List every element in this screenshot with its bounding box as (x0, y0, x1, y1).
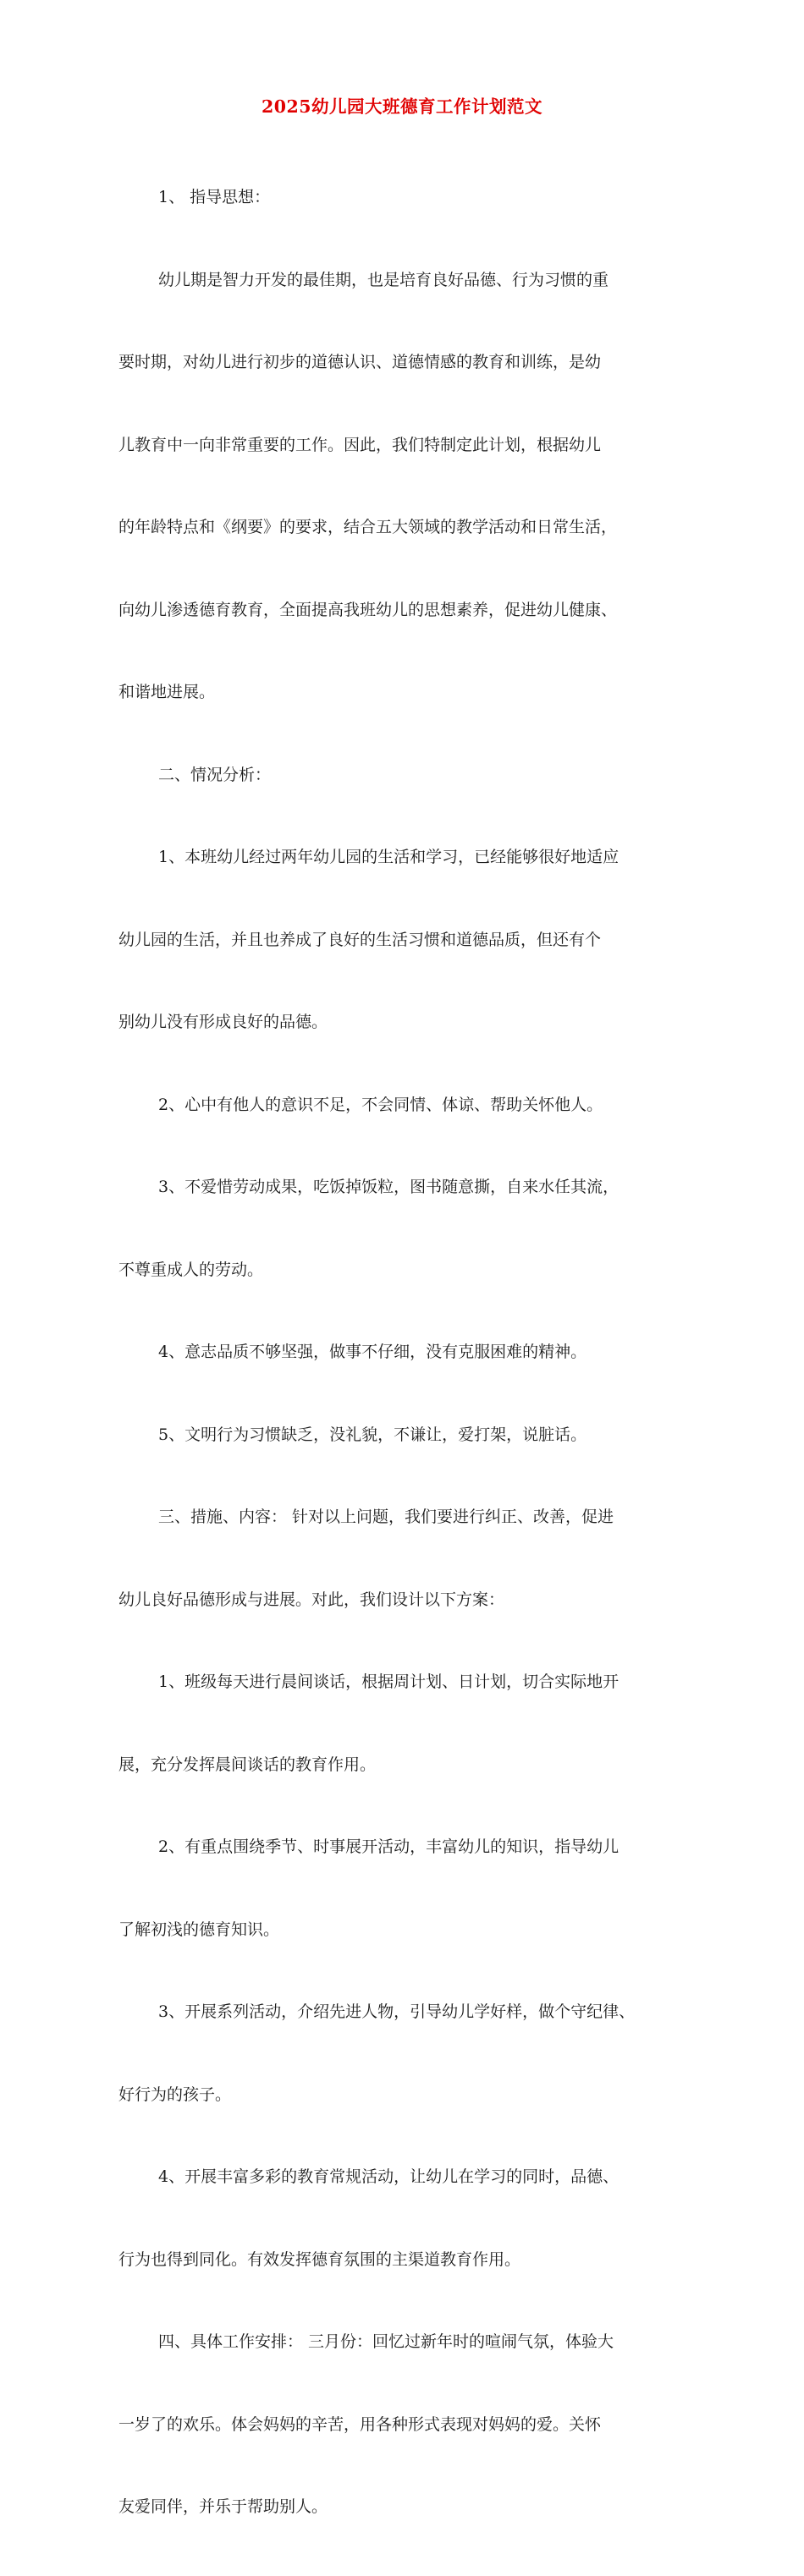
paragraph-line: 不尊重成人的劳动。 (118, 1260, 264, 1279)
paragraph-line: 4、意志品质不够坚强，做事不仔细，没有克服困难的精神。 (158, 1343, 587, 1361)
paragraph-line: 2、心中有他人的意识不足，不会同情、体谅、帮助关怀他人。 (158, 1095, 603, 1114)
paragraph-line: 幼儿期是智力开发的最佳期，也是培育良好品德、行为习惯的重 (158, 270, 609, 289)
paragraph-line: 的年龄特点和《纲要》的要求，结合五大领域的教学活动和日常生活， (118, 518, 618, 536)
paragraph-line: 4、开展丰富多彩的教育常规活动，让幼儿在学习的同时，品德、 (158, 2167, 620, 2186)
heading-measures: 三、措施、内容： 针对以上问题，我们要进行纠正、改善，促进 (158, 1508, 614, 1526)
paragraph-line: 友爱同伴，并乐于帮助别人。 (118, 2497, 328, 2516)
document-title: 2025幼儿园大班德育工作计划范文 (261, 96, 543, 117)
paragraph-line: 展，充分发挥晨间谈话的教育作用。 (118, 1755, 377, 1774)
paragraph-line: 3、开展系列活动，介绍先进人物，引导幼儿学好样，做个守纪律、 (158, 2002, 636, 2021)
heading-work-schedule: 四、具体工作安排： 三月份：回忆过新年时的喧闹气氛，体验大 (158, 2332, 614, 2351)
paragraph-line: 行为也得到同化。有效发挥德育氛围的主渠道教育作用。 (118, 2249, 521, 2269)
paragraph-line: 2、有重点围绕季节、时事展开活动，丰富幼儿的知识，指导幼儿 (158, 1837, 620, 1856)
paragraph-line: 幼儿良好品德形成与进展。对此，我们设计以下方案： (118, 1590, 505, 1609)
heading-guiding-thought: 1、 指导思想： (158, 188, 271, 206)
paragraph-line: 3、不爱惜劳动成果，吃饭掉饭粒，图书随意撕，自来水任其流， (158, 1178, 620, 1196)
paragraph-line: 和谐地进展。 (118, 683, 216, 701)
paragraph-line: 5、文明行为习惯缺乏，没礼貌，不谦让，爱打架，说脏话。 (158, 1425, 587, 1444)
paragraph-line: 别幼儿没有形成良好的品德。 (118, 1013, 328, 1031)
heading-situation-analysis: 二、情况分析： (158, 765, 272, 784)
paragraph-line: 了解初浅的德育知识。 (118, 1920, 280, 1939)
paragraph-line: 幼儿园的生活，并且也养成了良好的生活习惯和道德品质，但还有个 (118, 930, 602, 949)
paragraph-line: 儿教育中一向非常重要的工作。因此，我们特制定此计划，根据幼儿 (118, 435, 602, 454)
paragraph-line: 1、本班幼儿经过两年幼儿园的生活和学习，已经能够很好地适应 (158, 848, 620, 866)
document-body (118, 129, 686, 2576)
paragraph-line: 向幼儿渗透德育教育，全面提高我班幼儿的思想素养，促进幼儿健康、 (118, 600, 618, 619)
paragraph-line: 要时期，对幼儿进行初步的道德认识、道德情感的教育和训练，是幼 (118, 353, 602, 371)
paragraph-line: 1、班级每天进行晨间谈话，根据周计划、日计划，切合实际地开 (158, 1672, 620, 1691)
paragraph-line: 好行为的孩子。 (118, 2084, 232, 2104)
paragraph-line: 一岁了的欢乐。体会妈妈的辛苦，用各种形式表现对妈妈的爱。关怀 (118, 2414, 602, 2434)
